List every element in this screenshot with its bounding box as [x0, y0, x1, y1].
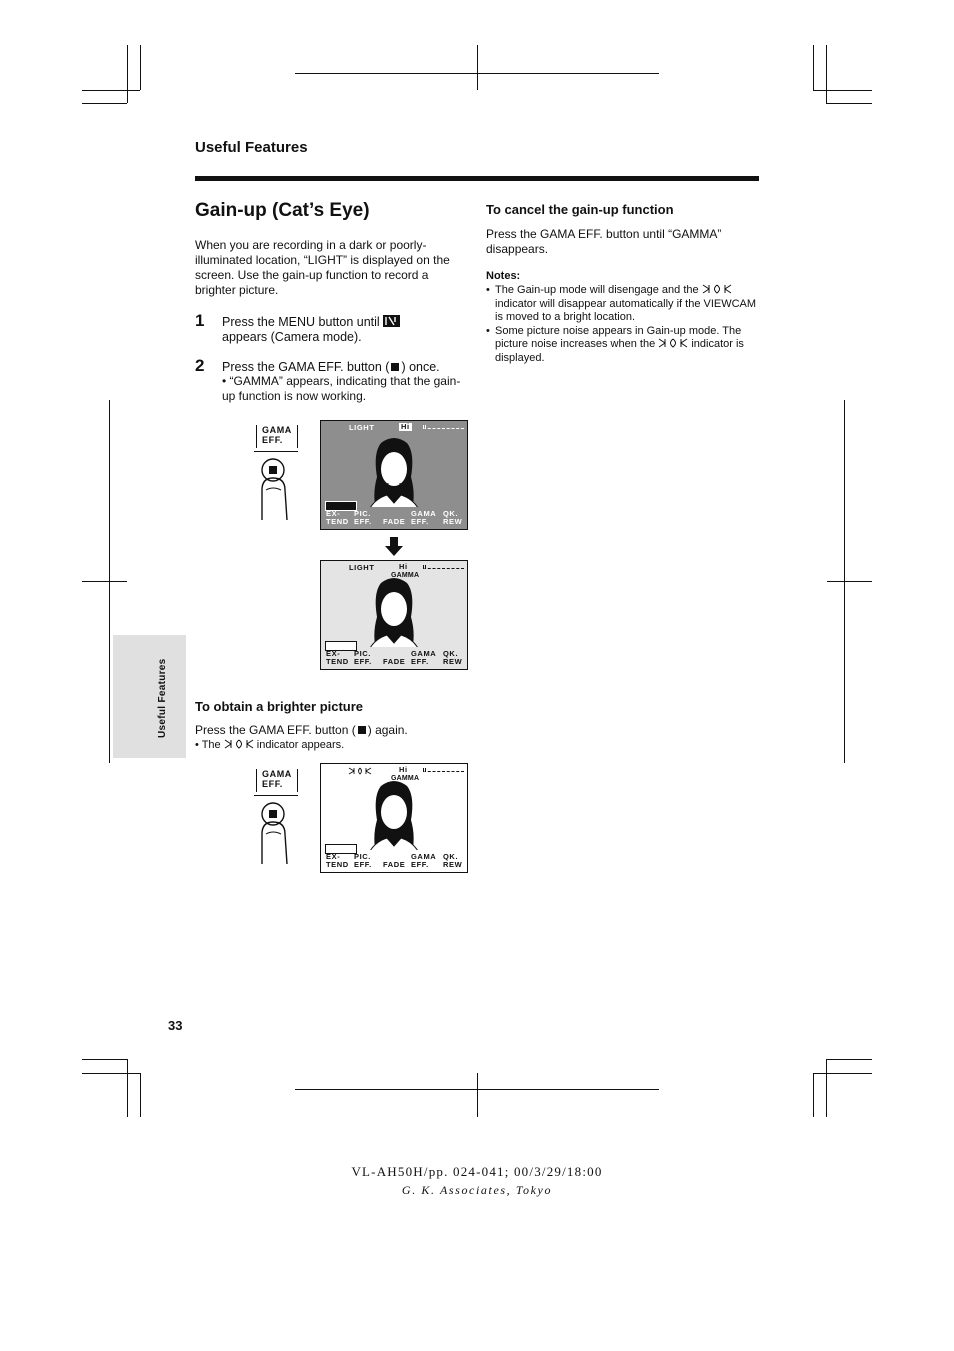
menu-item-fade: FADE — [383, 517, 406, 526]
hi-badge: Hi — [399, 562, 408, 571]
menu-item-gama-eff: GAMA EFF. — [411, 852, 437, 869]
stop-square-icon — [358, 726, 366, 734]
step-2-bullet: • “GAMMA” appears, indicating that the gain-up function is now working. — [222, 374, 461, 403]
brighter-text: Press the GAMA EFF. button ( ) again. — [195, 723, 408, 737]
brighter-bullet: • The indicator appears. — [195, 739, 345, 751]
viewfinder-screen-light — [320, 420, 468, 530]
gamma-indicator: GAMMA — [391, 775, 420, 782]
menu-item-pic-eff: PIC. EFF. — [354, 649, 372, 666]
brighter-heading: To obtain a brighter picture — [195, 699, 364, 714]
cats-eye-icon — [658, 338, 688, 348]
cancel-text: Press the GAMA EFF. button until “GAMMA” disappears. — [486, 227, 722, 256]
page-title: Gain-up (Cat’s Eye) — [195, 200, 370, 221]
gama-eff-button-illustration — [254, 422, 304, 522]
crop-mark — [127, 45, 128, 103]
finger-press-icon — [254, 796, 304, 866]
crop-mark — [813, 1073, 814, 1117]
viewfinder-screen-cats-eye — [320, 763, 468, 873]
finger-press-icon — [254, 452, 304, 522]
light-indicator: LIGHT — [349, 423, 375, 432]
crop-mark — [127, 1059, 128, 1117]
note-item: • Some picture noise appears in Gain-up mode. The picture noise increases when the indicator is displayed. — [486, 325, 761, 366]
notes-heading: Notes: — [486, 270, 521, 282]
light-indicator: LIGHT — [349, 563, 375, 572]
stop-square-icon — [391, 363, 399, 371]
menu-item-extend: EX- TEND — [326, 852, 349, 869]
menu-item-gama-eff: GAMA EFF. — [411, 649, 437, 666]
crop-mark — [826, 103, 872, 104]
crop-mark — [477, 1073, 478, 1117]
hi-badge: Hi — [399, 765, 408, 774]
menu-item-pic-eff: PIC. EFF. — [354, 509, 372, 526]
crop-mark — [82, 90, 140, 91]
step-number: 2 — [195, 356, 205, 375]
menu-item-extend: EX- TEND — [326, 649, 349, 666]
crop-mark — [826, 45, 827, 103]
crop-mark — [813, 1073, 872, 1074]
battery-bar — [423, 565, 464, 569]
menu-item-qk-rew: QK. REW — [443, 852, 463, 869]
section-tab — [113, 635, 186, 758]
notes-list — [486, 284, 761, 366]
crop-mark — [826, 1059, 827, 1117]
step-1-text: Press the MENU button until appears (Camera mode). — [222, 315, 472, 345]
crop-mark — [813, 90, 872, 91]
cats-eye-icon — [702, 284, 732, 294]
down-arrow-icon — [385, 537, 403, 557]
section-tab-label: Useful Features — [157, 658, 168, 738]
crop-mark — [826, 1059, 872, 1060]
intro-text: When you are recording in a dark or poorly-illuminated location, “LIGHT” is displayed on the screen. Use the gain-up function to record a brighter picture. — [195, 238, 450, 297]
cats-eye-icon — [224, 739, 254, 749]
battery-bar — [423, 768, 464, 772]
button-label: GAMA EFF. — [262, 769, 292, 789]
crop-mark — [827, 581, 872, 582]
crop-mark — [140, 1073, 141, 1117]
cancel-heading: To cancel the gain-up function — [486, 202, 674, 217]
menu-item-fade: FADE — [383, 657, 406, 666]
crop-mark — [82, 1073, 140, 1074]
menu-item-fade: FADE — [383, 860, 406, 869]
footer-publisher: G. K. Associates, Tokyo — [401, 1183, 553, 1197]
page-number: 33 — [168, 1018, 183, 1033]
crop-mark — [140, 45, 141, 90]
gamma-indicator: GAMMA — [391, 572, 420, 579]
menu-item-extend: EX- TEND — [326, 509, 349, 526]
menu-item-qk-rew: QK. REW — [443, 509, 463, 526]
camera-mode-icon — [383, 315, 400, 327]
menu-item-gama-eff: GAMA EFF. — [411, 509, 437, 526]
crop-mark — [813, 45, 814, 90]
menu-item-pic-eff: PIC. EFF. — [354, 852, 372, 869]
section-title: Useful Features — [195, 139, 308, 156]
crop-mark — [82, 581, 127, 582]
step-2-text: Press the GAMA EFF. button ( ) once. — [222, 360, 440, 374]
cats-eye-icon — [349, 768, 371, 774]
crop-mark — [82, 1059, 127, 1060]
crop-mark — [82, 103, 127, 104]
note-item: • The Gain-up mode will disengage and the indicator will disappear automatically if the VIEWCAM is moved to a bright location. — [486, 284, 761, 325]
menu-item-qk-rew: QK. REW — [443, 649, 463, 666]
button-label: GAMA EFF. — [262, 425, 292, 445]
step-number: 1 — [195, 311, 205, 330]
hi-badge: Hi — [401, 422, 410, 431]
header-rule — [195, 176, 759, 181]
battery-bar — [423, 425, 464, 429]
crop-mark — [477, 45, 478, 90]
viewfinder-screen-gamma — [320, 560, 468, 670]
gama-eff-button-illustration — [254, 766, 304, 866]
footer-job-info: VL-AH50H/pp. 024-041; 00/3/29/18:00 — [351, 1164, 603, 1179]
